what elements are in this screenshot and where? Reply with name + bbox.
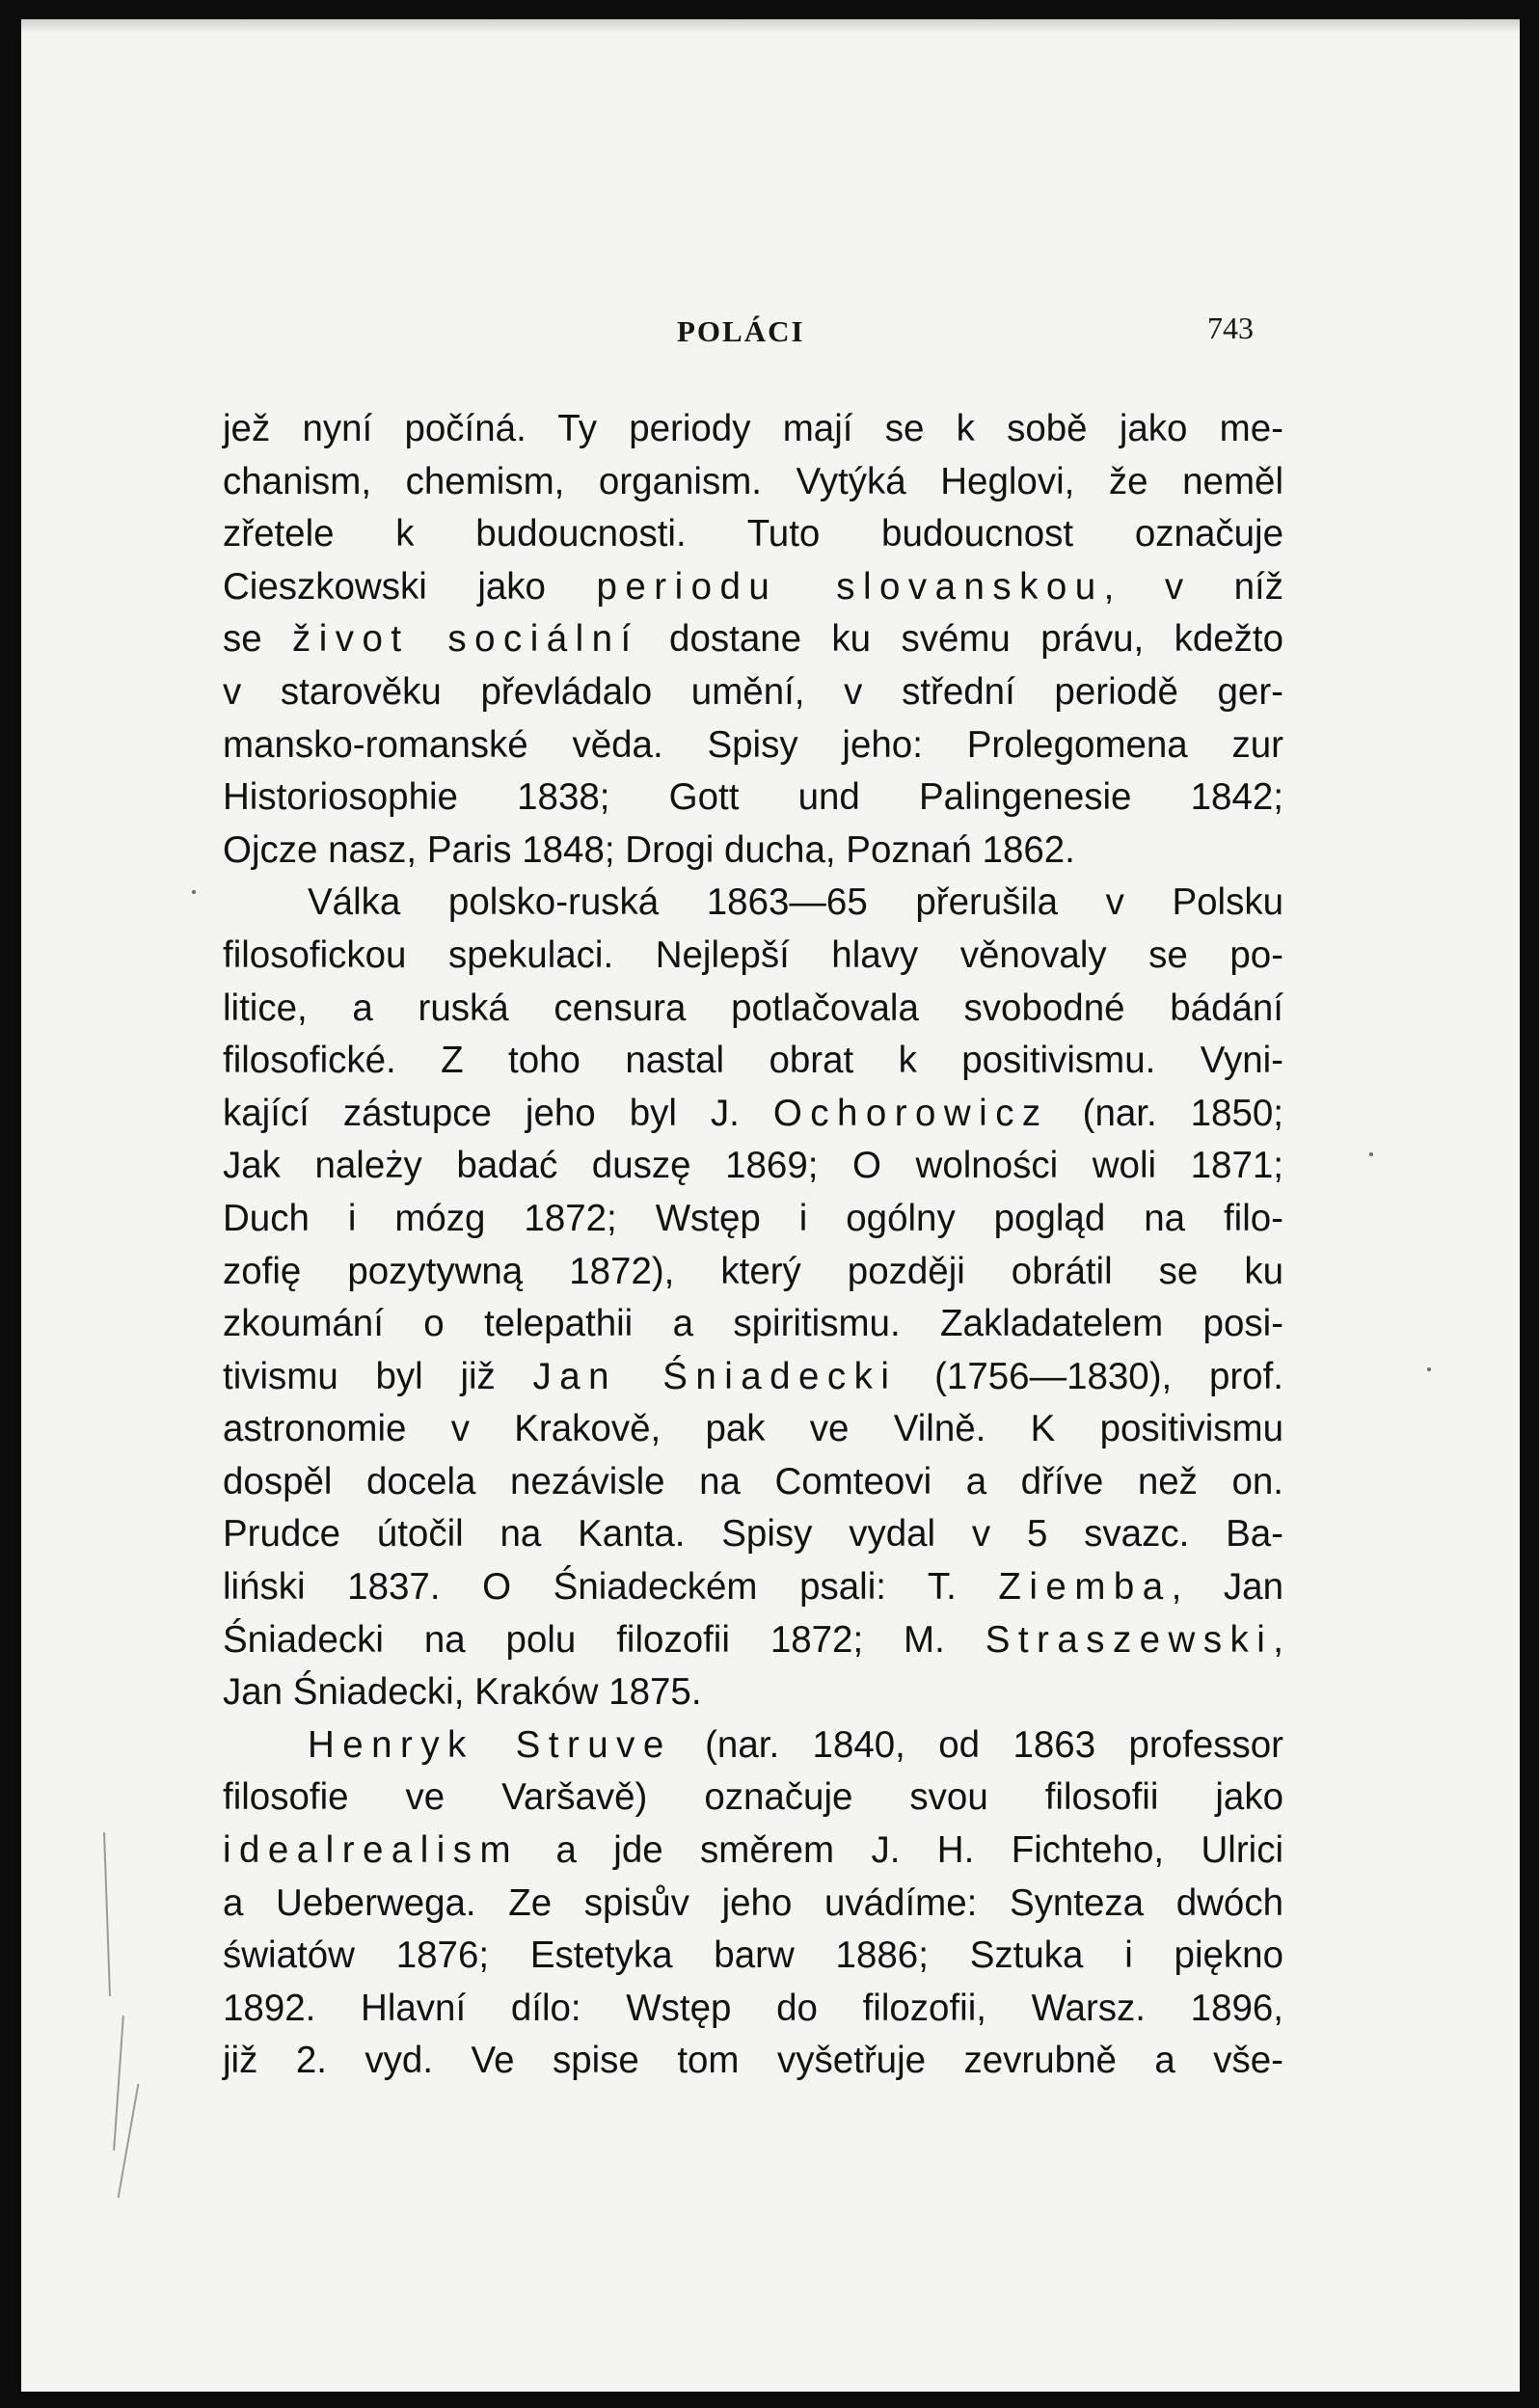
dust-speck	[1427, 1367, 1431, 1371]
spaced-emphasis: idealrealism	[223, 1829, 520, 1872]
paragraph-start-line: Henryk Struve (nar. 1840, od 1863 professor	[308, 1723, 1283, 1766]
text-line: a Ueberwega. Ze spisův jeho uvádíme: Synteza dwóch	[223, 1881, 1283, 1924]
margin-pencil-mark	[103, 1832, 111, 1996]
spaced-emphasis: Ochorowicz	[772, 1092, 1049, 1134]
text-line: v starověku převládalo umění, v střední periodě ger-	[223, 670, 1283, 713]
spaced-emphasis: Jan Śniadecki	[532, 1355, 898, 1397]
dust-speck	[192, 890, 196, 894]
text-line: Śniadecki na polu filozofii 1872; M. Straszewski,	[223, 1618, 1283, 1661]
text-line: światów 1876; Estetyka barw 1886; Sztuka i piękno	[223, 1935, 1283, 1977]
text-line: zřetele k budoucnosti. Tuto budoucnost označuje	[223, 513, 1283, 555]
text-line: mansko-romanské věda. Spisy jeho: Prolegomena zur	[223, 723, 1283, 766]
text-line: Jak należy badać duszę 1869; O wolności woli 1871;	[223, 1145, 1283, 1187]
spaced-emphasis: život sociální	[292, 618, 639, 661]
margin-pencil-mark	[113, 2016, 124, 2151]
text-line: kající zástupce jeho byl J. Ochorowicz (nar. 1850;	[223, 1092, 1283, 1134]
chapter-title: POLÁCI	[677, 314, 805, 348]
text-line: Cieszkowski jako periodu slovanskou, v níž	[223, 565, 1284, 608]
text-line: 1892. Hlavní dílo: Wstęp do filozofii, Warsz. 1896,	[223, 1987, 1283, 2029]
body-text	[223, 403, 1283, 2088]
spaced-emphasis: Straszewski	[985, 1618, 1274, 1661]
text-line: již 2. vyd. Ve spise tom vyšetřuje zevrubně a vše-	[223, 2040, 1283, 2082]
text-line: Duch i mózg 1872; Wstęp i ogólny pogląd na filo-	[223, 1197, 1283, 1239]
text-line: se život sociální dostane ku svému právu, kdežto	[223, 618, 1284, 661]
text-line: dospěl docela nezávisle na Comteovi a dříve než on.	[223, 1460, 1283, 1502]
text-line: zofię pozytywną 1872), který později obrátil se ku	[223, 1250, 1283, 1292]
paragraph-start-line: Válka polsko-ruská 1863—65 přerušila v Polsku	[308, 881, 1283, 924]
text-line: Prudce útočil na Kanta. Spisy vydal v 5 svazc. Ba-	[223, 1513, 1283, 1556]
running-head	[21, 301, 1520, 349]
text-line: liński 1837. O Śniadeckém psali: T. Ziemba, Jan	[223, 1566, 1283, 1609]
text-line: Historiosophie 1838; Gott und Palingenesie 1842;	[223, 776, 1283, 819]
text-line: astronomie v Krakově, pak ve Vilně. K positivismu	[223, 1408, 1283, 1450]
spaced-emphasis: Ziemba	[998, 1566, 1172, 1609]
dust-speck	[1369, 1152, 1373, 1156]
text-line: chanism, chemism, organism. Vytýká Heglovi, že neměl	[223, 460, 1283, 502]
book-page	[21, 19, 1520, 2392]
text-line: filosofické. Z toho nastal obrat k positivismu. Vyni-	[223, 1040, 1283, 1082]
margin-pencil-mark	[118, 2084, 140, 2199]
text-line: tivismu byl již Jan Śniadecki (1756—1830), prof.	[223, 1355, 1283, 1397]
page-number: 743	[1207, 311, 1254, 345]
text-line: Ojcze nasz, Paris 1848; Drogi ducha, Poznań 1862.	[223, 828, 1075, 871]
text-line: litice, a ruská censura potlačovala svobodné bádání	[223, 987, 1283, 1029]
text-line: zkoumání o telepathii a spiritismu. Zakladatelem posi-	[223, 1303, 1283, 1345]
spaced-emphasis: periodu slovanskou	[596, 565, 1104, 608]
text-line: filosofickou spekulaci. Nejlepší hlavy věnovaly se po-	[223, 933, 1283, 976]
text-line: filosofie ve Varšavě) označuje svou filosofii jako	[223, 1776, 1283, 1819]
text-line: idealrealism a jde směrem J. H. Fichteho, Ulrici	[223, 1829, 1283, 1872]
text-line: jež nyní počíná. Ty periody mají se k sobě jako me-	[223, 408, 1283, 449]
spaced-emphasis: Henryk Struve	[308, 1723, 672, 1766]
text-line: Jan Śniadecki, Kraków 1875.	[223, 1671, 702, 1714]
